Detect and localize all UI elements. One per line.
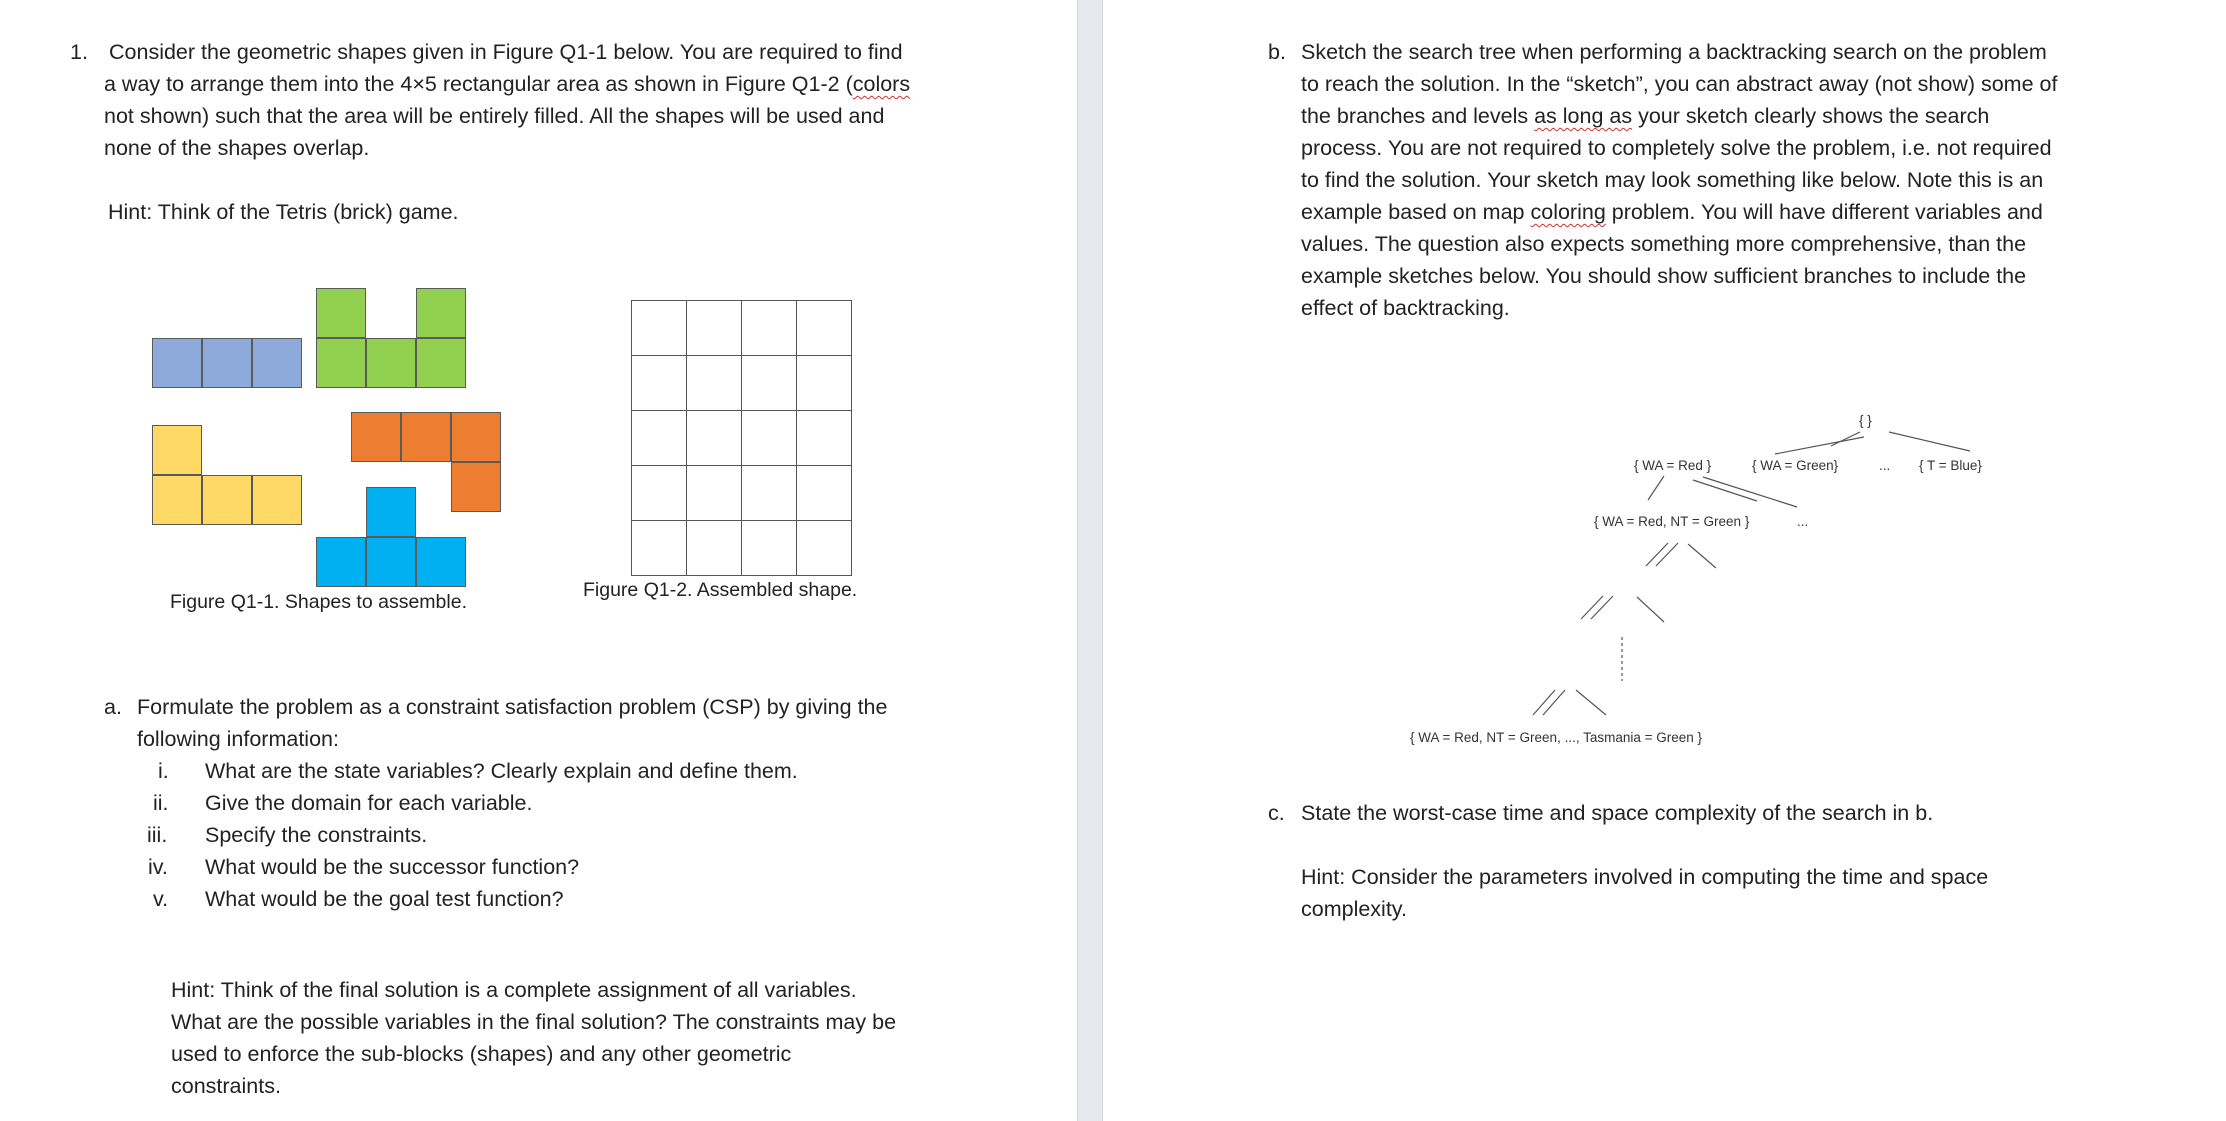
tree-edge xyxy=(1889,432,1970,451)
blue-cell xyxy=(202,338,252,388)
tree-ellipsis: ... xyxy=(1797,514,1809,529)
tree-edge xyxy=(1656,543,1678,566)
cyan-cell xyxy=(316,537,366,587)
grid-cell xyxy=(741,520,797,576)
tree-edge xyxy=(1703,477,1797,507)
part-b-line-3-text: the branches and levels xyxy=(1301,104,1535,128)
item-number: v. xyxy=(153,887,169,911)
part-b-line-1: Sketch the search tree when performing a backtracking search on the problem xyxy=(1301,40,2047,64)
part-a-line-1: Formulate the problem as a constraint satisfaction problem (CSP) by giving the xyxy=(137,695,888,719)
figure-q1-2-caption: Figure Q1-2. Assembled shape. xyxy=(583,579,858,601)
item-text: What would be the successor function? xyxy=(205,855,580,879)
grid-cell xyxy=(686,355,742,411)
part-b-line-5: to find the solution. Your sketch may look something like below. Note this is an xyxy=(1301,168,2044,192)
tree-edge xyxy=(1576,690,1606,715)
tree-node-wa-red: { WA = Red } xyxy=(1634,458,1712,473)
tree-edge xyxy=(1581,596,1603,619)
item-text: Specify the constraints. xyxy=(205,823,428,847)
green-cell xyxy=(416,338,466,388)
part-c-text: State the worst-case time and space complexity of the search in b. xyxy=(1301,801,1934,825)
grid-cell xyxy=(796,300,852,356)
document-page-left xyxy=(0,0,1077,1121)
part-b-line-3-text: your sketch clearly shows the search xyxy=(1632,104,1990,128)
intro-line-2 xyxy=(104,68,910,100)
grid-cell xyxy=(686,410,742,466)
part-b-line-6-text: example based on map xyxy=(1301,200,1531,224)
yellow-cell xyxy=(252,475,302,525)
grid-cell xyxy=(796,410,852,466)
intro-line-3: not shown) such that the area will be entirely filled. All the shapes will be used and xyxy=(104,104,885,128)
intro-line-1: Consider the geometric shapes given in Figure Q1-1 below. You are required to find xyxy=(109,40,903,64)
hint-tetris: Hint: Think of the Tetris (brick) game. xyxy=(108,200,459,224)
intro-line-2-text: a way to arrange them into the 4×5 rectangular area as shown in Figure Q1-2 ( xyxy=(104,72,853,96)
spellcheck-word: coloring xyxy=(1530,200,1606,224)
part-b-label: b. xyxy=(1268,40,1286,64)
part-b-line-2: to reach the solution. In the “sketch”, you can abstract away (not show) some of xyxy=(1301,72,2058,96)
cyan-cell xyxy=(366,487,416,537)
item-text: What are the state variables? Clearly explain and define them. xyxy=(205,759,798,783)
part-c-label: c. xyxy=(1268,801,1285,825)
yellow-cell xyxy=(152,475,202,525)
tree-ellipsis: ... xyxy=(1879,458,1891,473)
figure-q1-2-grid xyxy=(631,300,851,575)
tree-edge xyxy=(1646,543,1668,566)
grid-cell xyxy=(631,355,687,411)
tree-edge xyxy=(1543,690,1565,715)
item-number: iii. xyxy=(147,823,168,847)
blue-cell xyxy=(252,338,302,388)
item-number: ii. xyxy=(153,791,169,815)
part-a-hint-line-2: What are the possible variables in the final solution? The constraints may be xyxy=(171,1010,897,1034)
item-text: What would be the goal test function? xyxy=(205,887,564,911)
spellcheck-word: colors xyxy=(852,72,911,96)
green-cell xyxy=(316,338,366,388)
grid-cell xyxy=(631,410,687,466)
yellow-cell xyxy=(202,475,252,525)
part-b-line-9: effect of backtracking. xyxy=(1301,296,1510,320)
blue-cell xyxy=(152,338,202,388)
tree-edge xyxy=(1648,476,1664,500)
part-a-label: a. xyxy=(104,695,122,719)
orange-cell xyxy=(451,462,501,512)
item-number: iv. xyxy=(148,855,168,879)
orange-cell xyxy=(351,412,401,462)
grid-cell xyxy=(686,465,742,521)
part-b-line-4: process. You are not required to completely solve the problem, i.e. not required xyxy=(1301,136,2052,160)
grid-cell xyxy=(686,300,742,356)
figure-q1-1-caption: Figure Q1-1. Shapes to assemble. xyxy=(170,591,467,613)
grid-cell xyxy=(631,300,687,356)
part-a-hint-line-3: used to enforce the sub-blocks (shapes) and any other geometric xyxy=(171,1042,792,1066)
part-c-hint-line-2: complexity. xyxy=(1301,897,1407,921)
item-number: i. xyxy=(158,759,169,783)
grid-cell xyxy=(796,520,852,576)
tree-node-full-assignment: { WA = Red, NT = Green, ..., Tasmania = Green } xyxy=(1410,730,1703,745)
tree-edge xyxy=(1775,437,1864,454)
document-page-right xyxy=(1103,0,2226,1121)
grid-cell xyxy=(631,465,687,521)
grid-cell xyxy=(741,355,797,411)
orange-cell xyxy=(401,412,451,462)
intro-line-4: none of the shapes overlap. xyxy=(104,136,370,160)
part-a-line-2: following information: xyxy=(137,727,339,751)
tree-edge xyxy=(1693,480,1757,501)
tree-node-t-blue: { T = Blue} xyxy=(1919,458,1982,473)
tree-node-wa-green: { WA = Green} xyxy=(1752,458,1839,473)
orange-cell xyxy=(451,412,501,462)
search-tree-lines xyxy=(1103,0,2226,1121)
green-cell xyxy=(316,288,366,338)
grid-cell xyxy=(631,520,687,576)
tree-edge xyxy=(1637,597,1664,622)
tree-edge xyxy=(1688,544,1716,568)
grid-cell xyxy=(741,410,797,466)
green-cell xyxy=(416,288,466,338)
item-text: Give the domain for each variable. xyxy=(205,791,533,815)
yellow-cell xyxy=(152,425,202,475)
spellcheck-phrase: as long as xyxy=(1534,104,1633,128)
grid-cell xyxy=(796,465,852,521)
grid-cell xyxy=(741,465,797,521)
part-b-line-6-text: problem. You will have different variables and xyxy=(1605,200,2043,224)
grid-cell xyxy=(686,520,742,576)
part-a-hint-line-4: constraints. xyxy=(171,1074,281,1098)
part-a-hint-line-1: Hint: Think of the final solution is a complete assignment of all variables. xyxy=(171,978,857,1002)
grid-cell xyxy=(741,300,797,356)
question-number: 1. xyxy=(70,40,88,64)
grid-cell xyxy=(796,355,852,411)
page-separator xyxy=(1077,0,1103,1121)
tree-node-wa-red-nt-green: { WA = Red, NT = Green } xyxy=(1594,514,1750,529)
part-c-hint-line-1: Hint: Consider the parameters involved in computing the time and space xyxy=(1301,865,1989,889)
tree-node-root: { } xyxy=(1859,413,1872,428)
part-b-line-8: example sketches below. You should show sufficient branches to include the xyxy=(1301,264,2027,288)
cyan-cell xyxy=(416,537,466,587)
tree-edge xyxy=(1533,690,1555,715)
tree-edge xyxy=(1591,596,1613,619)
part-b-line-7: values. The question also expects something more comprehensive, than the xyxy=(1301,232,2027,256)
cyan-cell xyxy=(366,537,416,587)
green-cell xyxy=(366,338,416,388)
